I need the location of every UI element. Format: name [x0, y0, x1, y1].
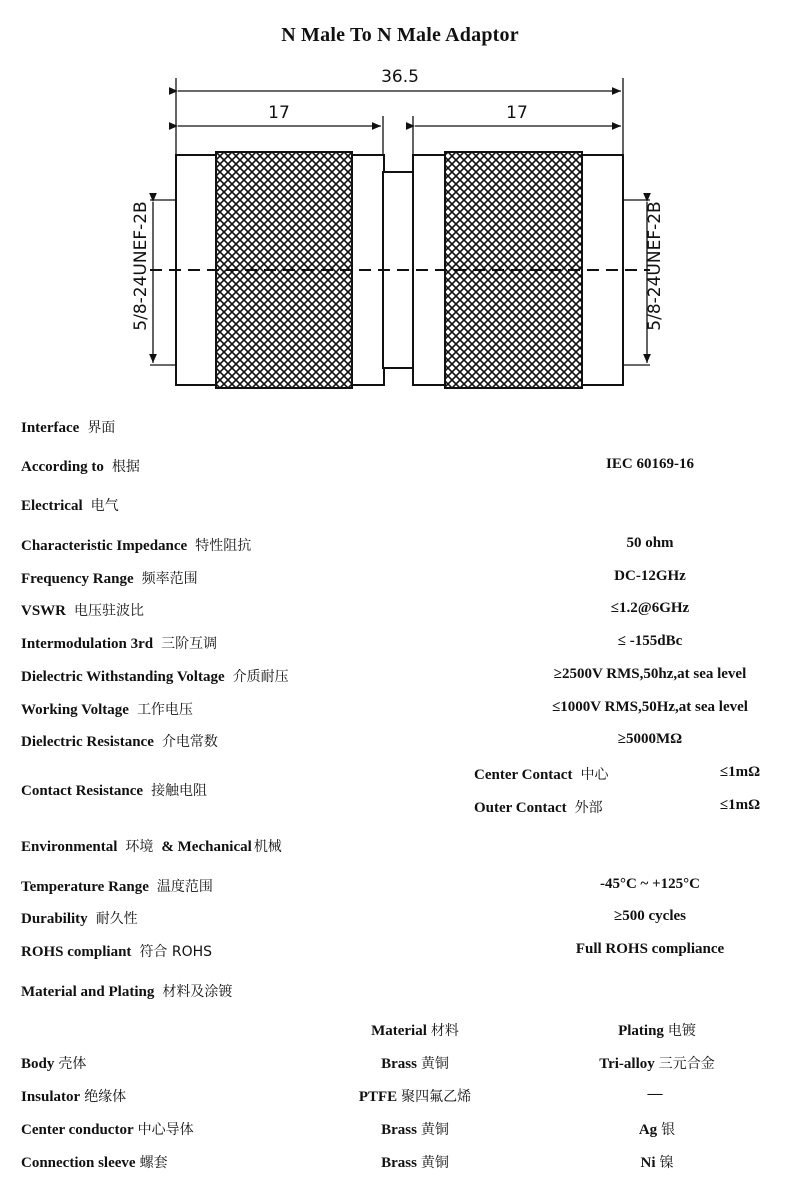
section-material: Material and Plating 材料及涂镀 [21, 984, 233, 1000]
spec-row: Characteristic Impedance 特性阻抗 50 ohm [21, 535, 674, 554]
according-row: According to 根据 IEC 60169-16 [0, 456, 800, 480]
spec-row: Intermodulation 3rd 三阶互调 ≤ -155dBc [21, 633, 683, 652]
thread-label-left: 5/8-24UNEF-2B [131, 201, 151, 331]
spec-row: VSWR 电压驻波比 ≤1.2@6GHz [21, 600, 690, 619]
center-contact-row: Center Contact 中心 ≤1mΩ [474, 764, 761, 783]
adaptor-drawing [0, 0, 800, 400]
spec-row: Durability 耐久性 ≥500 cycles [21, 908, 686, 927]
material-row: Body 壳体 Brass 黄铜 Tri-alloy 三元合金 [21, 1056, 715, 1072]
spec-row: Frequency Range 频率范围 DC-12GHz [21, 568, 686, 587]
contact-resistance-row: Contact Resistance 接触电阻 [21, 783, 208, 799]
dim-total: 36.5 [381, 67, 419, 87]
material-row: Connection sleeve 螺套 Brass 黄铜 Ni 镍 [21, 1155, 674, 1171]
material-header: Material 材料 Plating 电镀 [371, 1023, 696, 1039]
outer-contact-row: Outer Contact 外部 ≤1mΩ [474, 797, 761, 816]
section-environmental: Environmental 环境 & Mechanical 机械 [21, 839, 282, 855]
spec-row: Dielectric Resistance 介电常数 ≥5000MΩ [21, 731, 683, 750]
spec-row: Dielectric Withstanding Voltage 介质耐压 ≥2500V RMS,50hz,at sea level [21, 666, 747, 685]
material-row: Insulator 绝缘体 PTFE 聚四氟乙烯 — [21, 1086, 663, 1105]
page-title: N Male To N Male Adaptor [281, 24, 519, 46]
spec-row: ROHS compliant 符合 ROHS Full ROHS compliance [21, 941, 725, 960]
dim-right: 17 [506, 103, 528, 123]
dim-left: 17 [268, 103, 290, 123]
material-row: Center conductor 中心导体 Brass 黄铜 Ag 银 [21, 1122, 676, 1138]
thread-label-right: 5/8-24UNEF-2B [645, 201, 665, 331]
spec-row: Temperature Range 温度范围 -45°C ~ +125°C [21, 876, 700, 895]
section-interface: Interface 界面 [21, 420, 116, 436]
spec-row: Working Voltage 工作电压 ≤1000V RMS,50Hz,at sea level [21, 699, 748, 718]
section-electrical: Electrical 电气 [21, 498, 119, 514]
according-value: IEC 60169-16 [606, 456, 694, 472]
